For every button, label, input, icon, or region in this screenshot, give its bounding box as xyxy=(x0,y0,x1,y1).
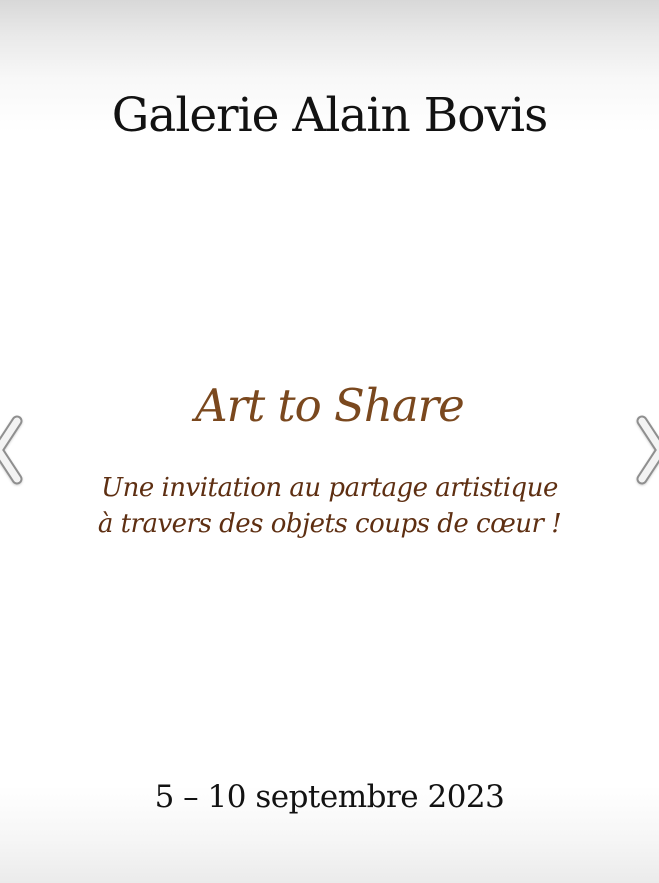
subtitle-line-1: Une invitation au partage artistique xyxy=(101,473,558,503)
chevron-left-icon xyxy=(0,412,25,488)
subtitle-line-2: à travers des objets coups de cœur ! xyxy=(97,509,562,539)
exhibition-dates: 5 – 10 septembre 2023 xyxy=(154,779,505,815)
exhibition-title: Art to Share xyxy=(195,379,464,432)
gallery-name: Galerie Alain Bovis xyxy=(111,88,548,143)
chevron-right-icon xyxy=(634,412,659,488)
carousel-next-button[interactable] xyxy=(634,412,659,488)
carousel-prev-button[interactable] xyxy=(0,412,25,488)
exhibition-subtitle xyxy=(0,470,659,542)
